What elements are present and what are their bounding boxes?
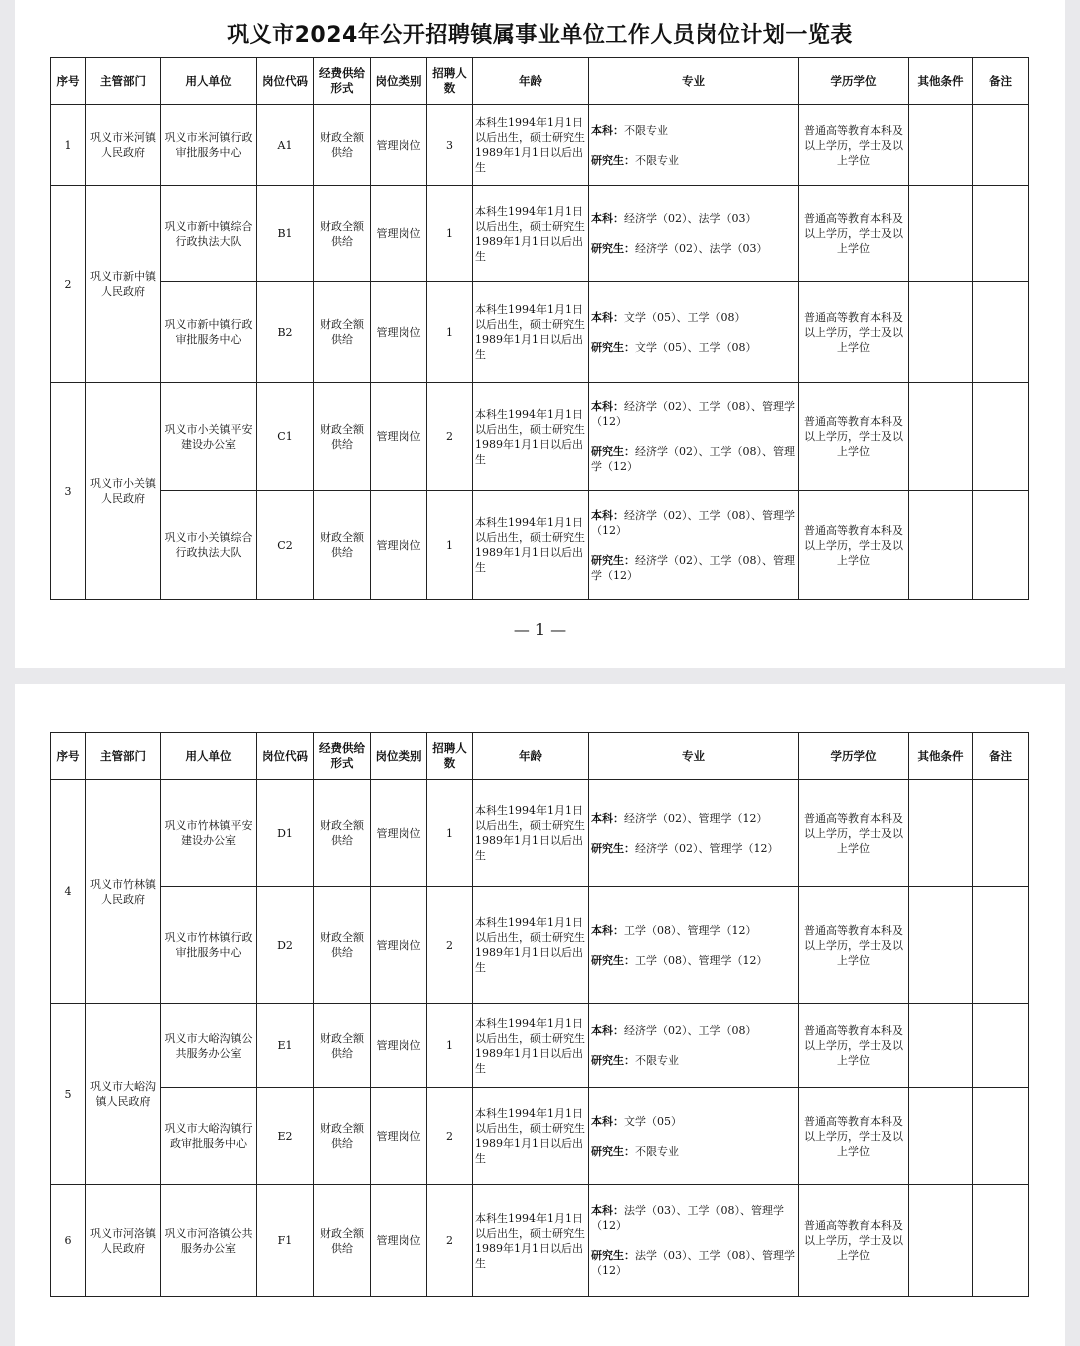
grad-major	[591, 953, 796, 968]
count-cell: 1	[427, 1004, 473, 1088]
grad-value: 不限专业	[635, 153, 679, 167]
undergrad-major	[591, 1203, 796, 1233]
education-cell: 普通高等教育本科及以上学历，学士及以上学位	[799, 1004, 909, 1088]
category-cell: 管理岗位	[371, 1185, 427, 1297]
undergrad-label: 本科：	[591, 123, 624, 137]
count-cell: 2	[427, 1185, 473, 1297]
count-cell: 1	[427, 780, 473, 887]
code-cell: D2	[257, 887, 314, 1004]
undergrad-label: 本科：	[591, 1204, 624, 1217]
undergrad-major	[591, 1114, 796, 1129]
major-cell	[589, 186, 799, 282]
undergrad-major	[591, 399, 796, 429]
undergrad-label: 本科：	[591, 508, 624, 522]
header-age: 年龄	[473, 58, 589, 105]
remark-cell	[973, 887, 1029, 1004]
header-other: 其他条件	[909, 733, 973, 780]
document-page-1	[15, 0, 1065, 668]
code-cell: F1	[257, 1185, 314, 1297]
category-cell: 管理岗位	[371, 105, 427, 186]
code-cell: A1	[257, 105, 314, 186]
undergrad-major	[591, 123, 796, 138]
dept-cell: 巩义市大峪沟镇人民政府	[86, 1004, 161, 1185]
code-cell: E2	[257, 1088, 314, 1185]
undergrad-major	[591, 508, 796, 538]
header-major: 专业	[589, 733, 799, 780]
education-cell: 普通高等教育本科及以上学历，学士及以上学位	[799, 186, 909, 282]
header-dept: 主管部门	[86, 733, 161, 780]
undergrad-label: 本科：	[591, 400, 624, 413]
seq-cell: 4	[51, 780, 86, 1004]
remark-cell	[973, 105, 1029, 186]
undergrad-value: 文学（05）、工学（08）	[624, 310, 746, 324]
category-cell: 管理岗位	[371, 780, 427, 887]
grad-value: 不限专业	[635, 1144, 679, 1158]
age-cell: 本科生1994年1月1日以后出生，硕士研究生1989年1月1日以后出生	[473, 1185, 589, 1297]
grad-major	[591, 1053, 796, 1068]
other-cell	[909, 780, 973, 887]
grad-label: 研究生：	[591, 242, 635, 255]
undergrad-value: 不限专业	[624, 123, 668, 137]
code-cell: D1	[257, 780, 314, 887]
education-cell: 普通高等教育本科及以上学历，学士及以上学位	[799, 887, 909, 1004]
document-page-2	[15, 684, 1065, 1346]
grad-label: 研究生：	[591, 1054, 635, 1067]
undergrad-label: 本科：	[591, 923, 624, 937]
grad-major	[591, 1248, 796, 1278]
grad-value: 工学（08）、管理学（12）	[635, 953, 768, 967]
undergrad-label: 本科：	[591, 1024, 624, 1037]
grad-major	[591, 241, 796, 256]
table-header-row	[51, 733, 1029, 780]
grad-value: 不限专业	[635, 1054, 679, 1067]
position-plan-table-page-2	[50, 732, 1029, 1297]
undergrad-label: 本科：	[591, 1114, 624, 1128]
table-row	[51, 491, 1029, 600]
undergrad-major	[591, 211, 796, 226]
header-code: 岗位代码	[257, 733, 314, 780]
other-cell	[909, 282, 973, 383]
table-row	[51, 1004, 1029, 1088]
funding-cell: 财政全额供给	[314, 282, 371, 383]
header-dept: 主管部门	[86, 58, 161, 105]
education-cell: 普通高等教育本科及以上学历，学士及以上学位	[799, 105, 909, 186]
remark-cell	[973, 282, 1029, 383]
dept-cell: 巩义市米河镇人民政府	[86, 105, 161, 186]
grad-label: 研究生：	[591, 1249, 635, 1262]
seq-cell: 5	[51, 1004, 86, 1185]
education-cell: 普通高等教育本科及以上学历，学士及以上学位	[799, 383, 909, 491]
other-cell	[909, 105, 973, 186]
header-other: 其他条件	[909, 58, 973, 105]
unit-cell: 巩义市新中镇行政审批服务中心	[161, 282, 257, 383]
unit-cell: 巩义市大峪沟镇行政审批服务中心	[161, 1088, 257, 1185]
header-major: 专业	[589, 58, 799, 105]
count-cell: 2	[427, 383, 473, 491]
undergrad-value: 法学（03）、工学（08）、管理学（12）	[591, 1204, 784, 1232]
grad-major	[591, 841, 796, 856]
seq-cell: 6	[51, 1185, 86, 1297]
unit-cell: 巩义市新中镇综合行政执法大队	[161, 186, 257, 282]
header-category: 岗位类别	[371, 733, 427, 780]
code-cell: C2	[257, 491, 314, 600]
header-category: 岗位类别	[371, 58, 427, 105]
dept-cell: 巩义市小关镇人民政府	[86, 383, 161, 600]
header-age: 年龄	[473, 733, 589, 780]
other-cell	[909, 1004, 973, 1088]
dept-cell: 巩义市河洛镇人民政府	[86, 1185, 161, 1297]
table-row	[51, 105, 1029, 186]
grad-value: 法学（03）、工学（08）、管理学（12）	[591, 1249, 795, 1277]
table-row	[51, 383, 1029, 491]
remark-cell	[973, 1185, 1029, 1297]
header-seq: 序号	[51, 733, 86, 780]
funding-cell: 财政全额供给	[314, 491, 371, 600]
remark-cell	[973, 491, 1029, 600]
page-number: — 1 —	[513, 620, 567, 639]
seq-cell: 1	[51, 105, 86, 186]
funding-cell: 财政全额供给	[314, 887, 371, 1004]
age-cell: 本科生1994年1月1日以后出生，硕士研究生1989年1月1日以后出生	[473, 282, 589, 383]
remark-cell	[973, 1004, 1029, 1088]
age-cell: 本科生1994年1月1日以后出生，硕士研究生1989年1月1日以后出生	[473, 1088, 589, 1185]
count-cell: 1	[427, 186, 473, 282]
undergrad-label: 本科：	[591, 310, 624, 324]
category-cell: 管理岗位	[371, 1004, 427, 1088]
table-header-row	[51, 58, 1029, 105]
remark-cell	[973, 383, 1029, 491]
undergrad-label: 本科：	[591, 212, 624, 225]
grad-value: 经济学（02）、工学（08）、管理学（12）	[591, 445, 795, 473]
code-cell: C1	[257, 383, 314, 491]
funding-cell: 财政全额供给	[314, 186, 371, 282]
dept-cell: 巩义市新中镇人民政府	[86, 186, 161, 383]
unit-cell: 巩义市河洛镇公共服务办公室	[161, 1185, 257, 1297]
remark-cell	[973, 780, 1029, 887]
major-cell	[589, 1004, 799, 1088]
unit-cell: 巩义市小关镇综合行政执法大队	[161, 491, 257, 600]
major-cell	[589, 1185, 799, 1297]
age-cell: 本科生1994年1月1日以后出生，硕士研究生1989年1月1日以后出生	[473, 491, 589, 600]
header-education: 学历学位	[799, 733, 909, 780]
other-cell	[909, 186, 973, 282]
education-cell: 普通高等教育本科及以上学历，学士及以上学位	[799, 1185, 909, 1297]
age-cell: 本科生1994年1月1日以后出生，硕士研究生1989年1月1日以后出生	[473, 887, 589, 1004]
grad-major	[591, 553, 796, 583]
category-cell: 管理岗位	[371, 186, 427, 282]
header-unit: 用人单位	[161, 58, 257, 105]
major-cell	[589, 383, 799, 491]
education-cell: 普通高等教育本科及以上学历，学士及以上学位	[799, 780, 909, 887]
education-cell: 普通高等教育本科及以上学历，学士及以上学位	[799, 282, 909, 383]
count-cell: 2	[427, 1088, 473, 1185]
grad-major	[591, 1144, 796, 1159]
education-cell: 普通高等教育本科及以上学历，学士及以上学位	[799, 491, 909, 600]
unit-cell: 巩义市竹林镇行政审批服务中心	[161, 887, 257, 1004]
grad-label: 研究生：	[591, 553, 635, 567]
grad-major	[591, 340, 796, 355]
header-remark: 备注	[973, 733, 1029, 780]
funding-cell: 财政全额供给	[314, 105, 371, 186]
category-cell: 管理岗位	[371, 887, 427, 1004]
undergrad-value: 经济学（02）、管理学（12）	[624, 811, 768, 825]
table-row	[51, 887, 1029, 1004]
major-cell	[589, 780, 799, 887]
header-unit: 用人单位	[161, 733, 257, 780]
age-cell: 本科生1994年1月1日以后出生，硕士研究生1989年1月1日以后出生	[473, 383, 589, 491]
unit-cell: 巩义市大峪沟镇公共服务办公室	[161, 1004, 257, 1088]
funding-cell: 财政全额供给	[314, 1004, 371, 1088]
grad-value: 经济学（02）、管理学（12）	[635, 841, 779, 855]
category-cell: 管理岗位	[371, 1088, 427, 1185]
table-row	[51, 186, 1029, 282]
seq-cell: 3	[51, 383, 86, 600]
category-cell: 管理岗位	[371, 282, 427, 383]
document-title: 巩义市2024年公开招聘镇属事业单位工作人员岗位计划一览表	[227, 23, 853, 48]
major-cell	[589, 1088, 799, 1185]
undergrad-major	[591, 811, 796, 826]
count-cell: 3	[427, 105, 473, 186]
funding-cell: 财政全额供给	[314, 1088, 371, 1185]
undergrad-value: 文学（05）	[624, 1114, 682, 1128]
age-cell: 本科生1994年1月1日以后出生，硕士研究生1989年1月1日以后出生	[473, 105, 589, 186]
header-count: 招聘人数	[427, 733, 473, 780]
education-cell: 普通高等教育本科及以上学历，学士及以上学位	[799, 1088, 909, 1185]
grad-label: 研究生：	[591, 1144, 635, 1158]
funding-cell: 财政全额供给	[314, 1185, 371, 1297]
unit-cell: 巩义市米河镇行政审批服务中心	[161, 105, 257, 186]
grad-value: 文学（05）、工学（08）	[635, 340, 757, 354]
undergrad-major	[591, 310, 796, 325]
major-cell	[589, 282, 799, 383]
category-cell: 管理岗位	[371, 383, 427, 491]
major-cell	[589, 491, 799, 600]
grad-label: 研究生：	[591, 340, 635, 354]
table-row	[51, 282, 1029, 383]
other-cell	[909, 491, 973, 600]
dept-cell: 巩义市竹林镇人民政府	[86, 780, 161, 1004]
count-cell: 1	[427, 491, 473, 600]
funding-cell: 财政全额供给	[314, 780, 371, 887]
remark-cell	[973, 1088, 1029, 1185]
undergrad-value: 经济学（02）、法学（03）	[624, 212, 757, 225]
header-funding: 经费供给形式	[314, 58, 371, 105]
undergrad-value: 工学（08）、管理学（12）	[624, 923, 757, 937]
undergrad-major	[591, 923, 796, 938]
other-cell	[909, 383, 973, 491]
other-cell	[909, 1088, 973, 1185]
age-cell: 本科生1994年1月1日以后出生，硕士研究生1989年1月1日以后出生	[473, 186, 589, 282]
unit-cell: 巩义市小关镇平安建设办公室	[161, 383, 257, 491]
count-cell: 2	[427, 887, 473, 1004]
header-remark: 备注	[973, 58, 1029, 105]
grad-label: 研究生：	[591, 841, 635, 855]
header-education: 学历学位	[799, 58, 909, 105]
code-cell: B1	[257, 186, 314, 282]
grad-label: 研究生：	[591, 445, 635, 458]
other-cell	[909, 887, 973, 1004]
major-cell	[589, 105, 799, 186]
seq-cell: 2	[51, 186, 86, 383]
other-cell	[909, 1185, 973, 1297]
undergrad-value: 经济学（02）、工学（08）、管理学（12）	[591, 508, 795, 537]
grad-value: 经济学（02）、工学（08）、管理学（12）	[591, 553, 795, 582]
grad-major	[591, 153, 796, 168]
count-cell: 1	[427, 282, 473, 383]
grad-label: 研究生：	[591, 953, 635, 967]
table-row	[51, 1185, 1029, 1297]
category-cell: 管理岗位	[371, 491, 427, 600]
undergrad-label: 本科：	[591, 811, 624, 825]
major-cell	[589, 887, 799, 1004]
table-row	[51, 1088, 1029, 1185]
code-cell: E1	[257, 1004, 314, 1088]
age-cell: 本科生1994年1月1日以后出生，硕士研究生1989年1月1日以后出生	[473, 780, 589, 887]
table-row	[51, 780, 1029, 887]
header-count: 招聘人数	[427, 58, 473, 105]
grad-value: 经济学（02）、法学（03）	[635, 242, 768, 255]
header-code: 岗位代码	[257, 58, 314, 105]
header-funding: 经费供给形式	[314, 733, 371, 780]
undergrad-value: 经济学（02）、工学（08）	[624, 1024, 757, 1037]
code-cell: B2	[257, 282, 314, 383]
position-plan-table-page-1	[50, 57, 1029, 600]
grad-label: 研究生：	[591, 153, 635, 167]
header-seq: 序号	[51, 58, 86, 105]
age-cell: 本科生1994年1月1日以后出生，硕士研究生1989年1月1日以后出生	[473, 1004, 589, 1088]
unit-cell: 巩义市竹林镇平安建设办公室	[161, 780, 257, 887]
grad-major	[591, 444, 796, 474]
remark-cell	[973, 186, 1029, 282]
undergrad-major	[591, 1023, 796, 1038]
funding-cell: 财政全额供给	[314, 383, 371, 491]
undergrad-value: 经济学（02）、工学（08）、管理学（12）	[591, 400, 795, 428]
